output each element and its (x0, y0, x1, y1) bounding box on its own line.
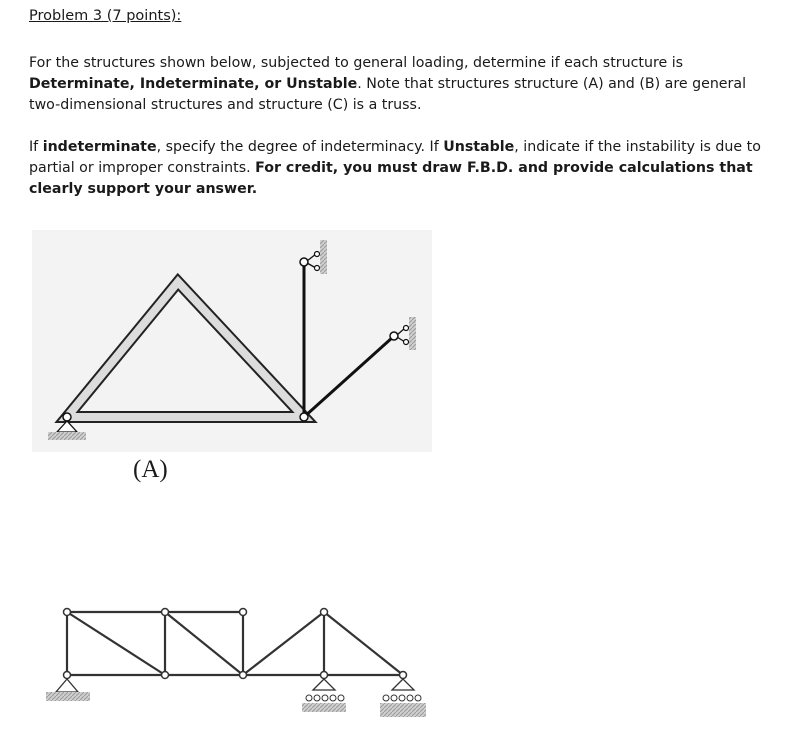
b-diagonal-3 (243, 612, 324, 675)
right-joint (390, 332, 398, 340)
top-roller-1 (315, 252, 320, 257)
problem-title: Problem 3 (7 points): (29, 8, 182, 24)
top-wall (320, 240, 327, 274)
b-roller-2-ground (380, 703, 426, 717)
right-roller-1 (404, 326, 409, 331)
top-joint (300, 258, 308, 266)
pin-joint-left (63, 413, 71, 421)
pin-support-ground (48, 432, 86, 440)
para2-bold-2: Unstable (443, 139, 515, 155)
b-roller-2-triangle (392, 679, 414, 690)
para2-text-2: , specify the degree of indeterminacy. If (156, 139, 444, 155)
b-roller-1-triangle (313, 679, 335, 690)
right-roller-2 (404, 340, 409, 345)
hinge-joint (300, 413, 308, 421)
figure-a-label: (A) (133, 456, 168, 483)
structure-b-supports (46, 679, 426, 717)
para2-bold-1: indeterminate (42, 139, 157, 155)
structure-b (67, 612, 403, 675)
b-pin-support (56, 679, 78, 692)
b-roller-1-ground (302, 703, 346, 712)
para2-text-1: If (29, 139, 43, 155)
right-wall (409, 317, 416, 350)
para2-bold-3: For credit, you must draw F.B.D. and provide calculations that clearly support your answer. (29, 160, 753, 197)
para1-bold-1: Determinate, Indeterminate, or Unstable (29, 76, 358, 92)
b-diagonal-2 (165, 612, 243, 675)
structure-a (32, 230, 432, 452)
para2-text-3: , indicate if the instability is due to partial or improper constraints. (29, 139, 761, 176)
para1-text-2: . Note that structures structure (A) and (B) are general two-dimensional structures and structure (C) is a truss. (29, 76, 747, 113)
b-pin-ground (46, 692, 90, 701)
para1-text-1: For the structures shown below, subjected to general loading, determine if each structure is (29, 55, 684, 71)
b-diagonal-4 (324, 612, 403, 675)
b-diagonal-1 (67, 612, 165, 675)
top-roller-2 (315, 266, 320, 271)
